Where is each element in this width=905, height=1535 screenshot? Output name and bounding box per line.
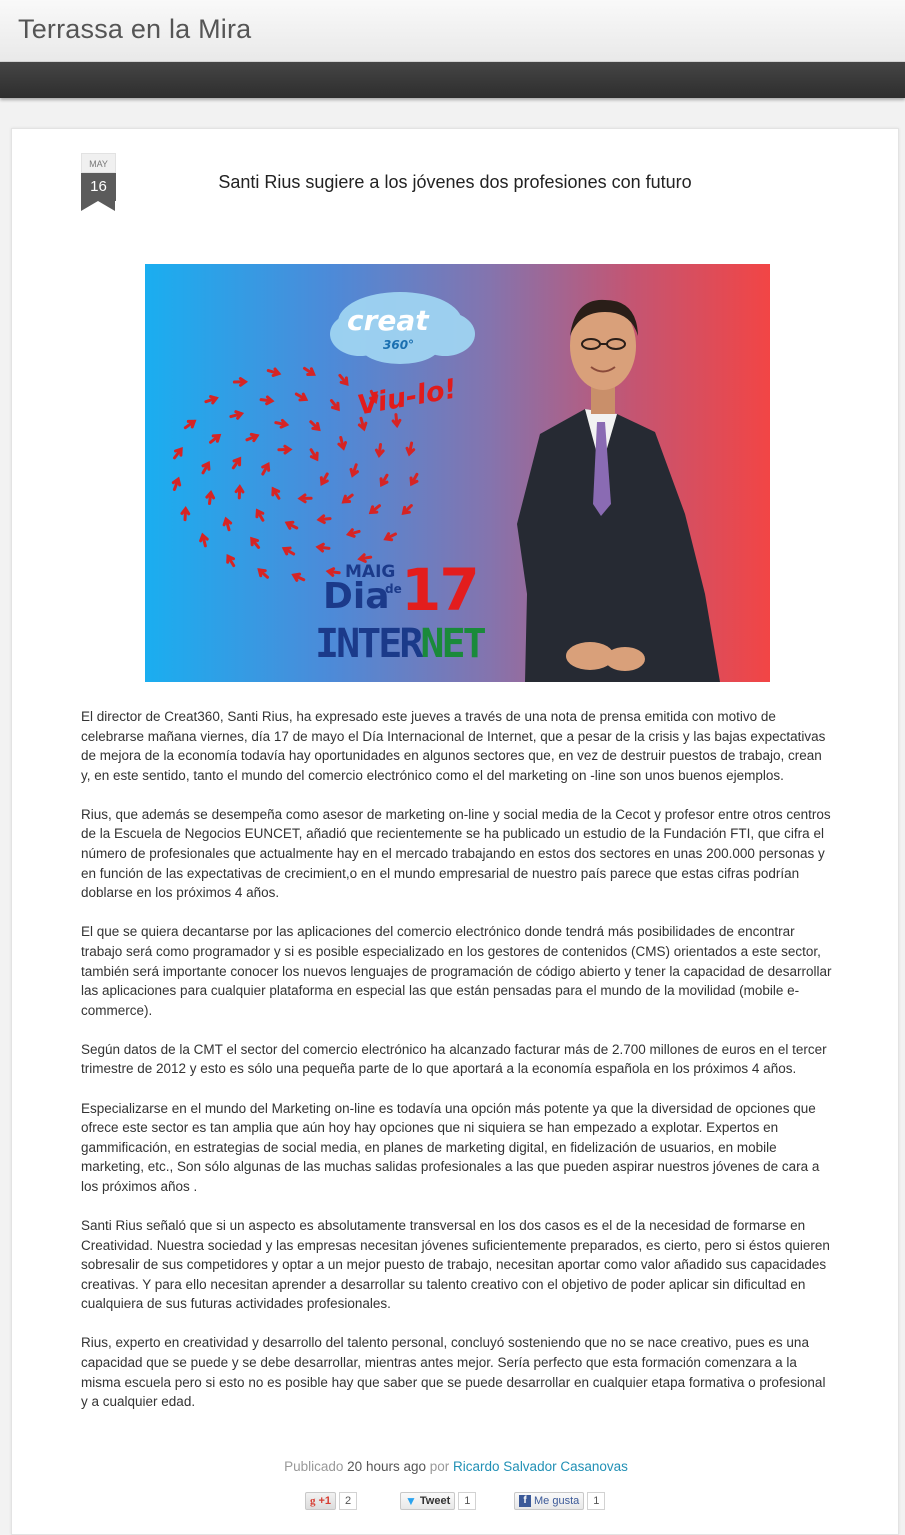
- post-paragraph: Especializarse en el mundo del Marketing on-line es todavía una opción más potente ya que la diversidad de opciones que ofrece este sector es tan amplia que aún hoy hay opciones que ni siquiera se han empezado a explotar. Expertos en gammificación, en estrategias de social media, en planes de marketing digital, en fidelización de usuarios, en mobile marketing, etc., Son sólo algunas de las muchas salidas profesionales a las que pueden aspirar nuestros jóvenes de cara a los próximos años .: [81, 1100, 820, 1194]
- arrow-icon: [234, 379, 245, 386]
- arrow-icon: [173, 479, 179, 489]
- arrow-icon: [182, 509, 189, 520]
- arrow-icon: [284, 548, 294, 554]
- post-paragraph: Rius, que además se desempeña como asesor de marketing on-line y social media de la Cecot y profesor entre otros centros de la Escuela de Negocios EUNCET, añadió que recientemente se ha publicado un estudio de la Fundación FTI, que cifra el número de profesionales que actualmente hay en el mercado trabajando en estos dos sectores en unas 200.000 personas y en función de las expectativas de crecimient,o en el mundo empresarial de nuestro país parece que estas cifras podrían doblarse en los próximos 4 años.: [81, 806, 831, 901]
- arrow-icon: [185, 421, 194, 427]
- arrow-icon: [279, 446, 290, 453]
- facebook-like-button[interactable]: [514, 1492, 584, 1510]
- image-text-internet: [315, 621, 484, 667]
- site-header: [0, 0, 905, 62]
- arrow-icon: [201, 535, 208, 546]
- arrow-icon: [268, 369, 279, 376]
- arrow-icon: [328, 569, 339, 576]
- arrow-icon: [203, 463, 209, 473]
- date-day: 16: [81, 173, 116, 201]
- arrow-icon: [351, 465, 357, 475]
- tweet-share: [400, 1491, 476, 1511]
- author-link[interactable]: Ricardo Salvador Casanovas: [453, 1459, 628, 1474]
- date-badge: [81, 153, 116, 215]
- arrow-icon: [304, 368, 313, 374]
- arrow-icon: [252, 539, 259, 548]
- gplus-share: [305, 1491, 357, 1511]
- arrow-icon: [233, 459, 239, 468]
- post-meta: [12, 1459, 900, 1474]
- arrow-icon: [381, 475, 387, 485]
- arrow-icon: [224, 519, 231, 530]
- date-ribbon-tail: [81, 201, 115, 211]
- arrow-icon: [311, 422, 319, 430]
- post-card: [11, 128, 899, 1535]
- gplus-count: 2: [339, 1492, 357, 1510]
- post-title[interactable]: Santi Rius sugiere a los jóvenes dos profesiones con futuro: [218, 172, 692, 192]
- tweet-count: 1: [458, 1492, 476, 1510]
- published-label: Publicado: [284, 1459, 344, 1474]
- image-text-net: NET: [420, 621, 484, 667]
- arrow-icon: [228, 556, 234, 565]
- arrow-icon: [311, 450, 317, 459]
- post-paragraph: Santi Rius señaló que si un aspecto es absolutamente transversal en los dos casos es el de la necesidad de formarse en Creatividad. Nuestra sociedad y las empresas necesitan jóvenes suficientemente preparados, es cierto, pero si éstos quieren sobresalir de sus competidores y optar a un mejor puesto de trabajo, necesitan aportar como valor añadido sus capacidades creativas. Y para ello necesitan aprender a desarrollar su talento creativo con el objetivo de poder aplicar sin dificultad en cualquiera de sus futuras actividades profesionales.: [81, 1217, 830, 1312]
- facebook-like-count: 1: [587, 1492, 605, 1510]
- tweet-label: Tweet: [419, 1495, 451, 1507]
- arrow-icon: [407, 443, 414, 454]
- site-title-link[interactable]: Terrassa en la Mira: [18, 14, 252, 44]
- published-time-link[interactable]: 20 hours ago: [347, 1459, 426, 1474]
- post-body: [81, 707, 834, 1431]
- arrow-icon: [344, 495, 353, 502]
- nav-bar: [0, 62, 905, 98]
- date-month: MAY: [81, 153, 116, 173]
- arrow-icon: [403, 506, 411, 514]
- arrow-icon: [318, 544, 329, 551]
- image-text-360: 360°: [383, 338, 415, 352]
- arrow-icon: [294, 574, 304, 580]
- by-label: por: [429, 1459, 450, 1474]
- arrow-icon: [386, 534, 396, 540]
- post-image: [145, 264, 770, 682]
- arrow-icon: [276, 420, 287, 427]
- arrow-icon: [211, 436, 220, 443]
- arrow-icon: [231, 412, 242, 419]
- arrow-icon: [300, 495, 311, 502]
- arrow-icon: [257, 511, 263, 521]
- arrow-icon: [321, 474, 327, 484]
- arrow-icon: [296, 394, 306, 400]
- post-paragraph: Según datos de la CMT el sector del comercio electrónico ha alcanzado facturar más de 2.700 millones de euros en el tercer trimestre de 2012 y esto es sólo una pequeña parte de lo que aportará a la economía española en los próximos 4 años.: [81, 1041, 827, 1077]
- share-bar: [305, 1491, 625, 1513]
- arrow-icon: [207, 493, 214, 504]
- image-text-17: 17: [401, 556, 478, 624]
- facebook-icon: f: [519, 1495, 531, 1507]
- image-text-creat: creat: [347, 304, 429, 337]
- arrow-icon: [371, 506, 380, 513]
- arrow-icon: [319, 516, 330, 523]
- post-paragraph: El director de Creat360, Santi Rius, ha expresado este jueves a través de una nota de prensa emitida con motivo de celebrarse mañana viernes, día 17 de mayo el Día Internacional de Internet, que a pesar de la crisis y las bajas expectativas de mejora de la economía todavía hay oportunidades en algunos sectores que, en vez de destruir puestos de trabajo, crean y, en este sentido, tanto el mundo del comercio electrónico como el del marketing on -line son unos buenos ejemplos.: [81, 709, 826, 783]
- arrow-icon: [360, 555, 371, 562]
- arrow-icon: [376, 444, 383, 455]
- tweet-button[interactable]: [400, 1492, 455, 1510]
- image-text-dia: Dia: [323, 576, 390, 617]
- arrow-icon: [261, 397, 272, 404]
- arrow-icon: [411, 474, 417, 484]
- arrow-icon: [263, 464, 269, 474]
- arrow-icon: [273, 489, 279, 498]
- arrow-icon: [259, 570, 267, 577]
- arrow-icon: [348, 530, 359, 537]
- arrow-icon: [175, 449, 182, 458]
- image-text-viu-lo: Viu-lo!: [355, 373, 460, 422]
- image-text-maig: MAIG: [345, 562, 396, 582]
- arrow-icon: [247, 434, 257, 440]
- facebook-share: [514, 1491, 605, 1511]
- gplus-icon: g: [310, 1495, 316, 1507]
- gplus-button[interactable]: [305, 1492, 336, 1510]
- arrow-icon: [393, 415, 400, 426]
- post-paragraph: El que se quiera decantarse por las aplicaciones del comercio electrónico donde tendrá más posibilidades de encontrar trabajo será como programador y si es posible especializado en los gestores de contenidos (CMS) orientados a este sector, también será importante conocer los nuevos lenguajes de programación de código abierto y tener la capacidad de desarrollar las aplicaciones para cualquier plataforma en especial las que están pensadas para el mundo de la movilidad (mobile e-commerce).: [81, 924, 832, 1018]
- arrow-icon: [339, 437, 346, 448]
- post-paragraph: Rius, experto en creatividad y desarrollo del talento personal, concluyó sosteniendo que no se nace creativo, pues es una capacidad que se puede y se debe desarrollar, mientras antes mejor. Sería perfecto que esta formación comenzara a la misma escuela pero si esto no es posible hay que saber que se puede desarrollar en cualquier etapa formativa o profesional y a cualquier edad.: [81, 1335, 826, 1410]
- twitter-bird-icon: ▼: [405, 1494, 417, 1508]
- gplus-label: +1: [318, 1495, 332, 1507]
- arrow-icon: [236, 487, 243, 498]
- image-text-de: de: [385, 582, 402, 596]
- arrow-icon: [206, 397, 216, 403]
- arrow-icon: [331, 401, 338, 410]
- arrow-icon: [340, 375, 347, 383]
- image-text-inter: INTER: [315, 621, 421, 667]
- facebook-like-label: Me gusta: [534, 1495, 580, 1507]
- arrow-icon: [287, 522, 297, 528]
